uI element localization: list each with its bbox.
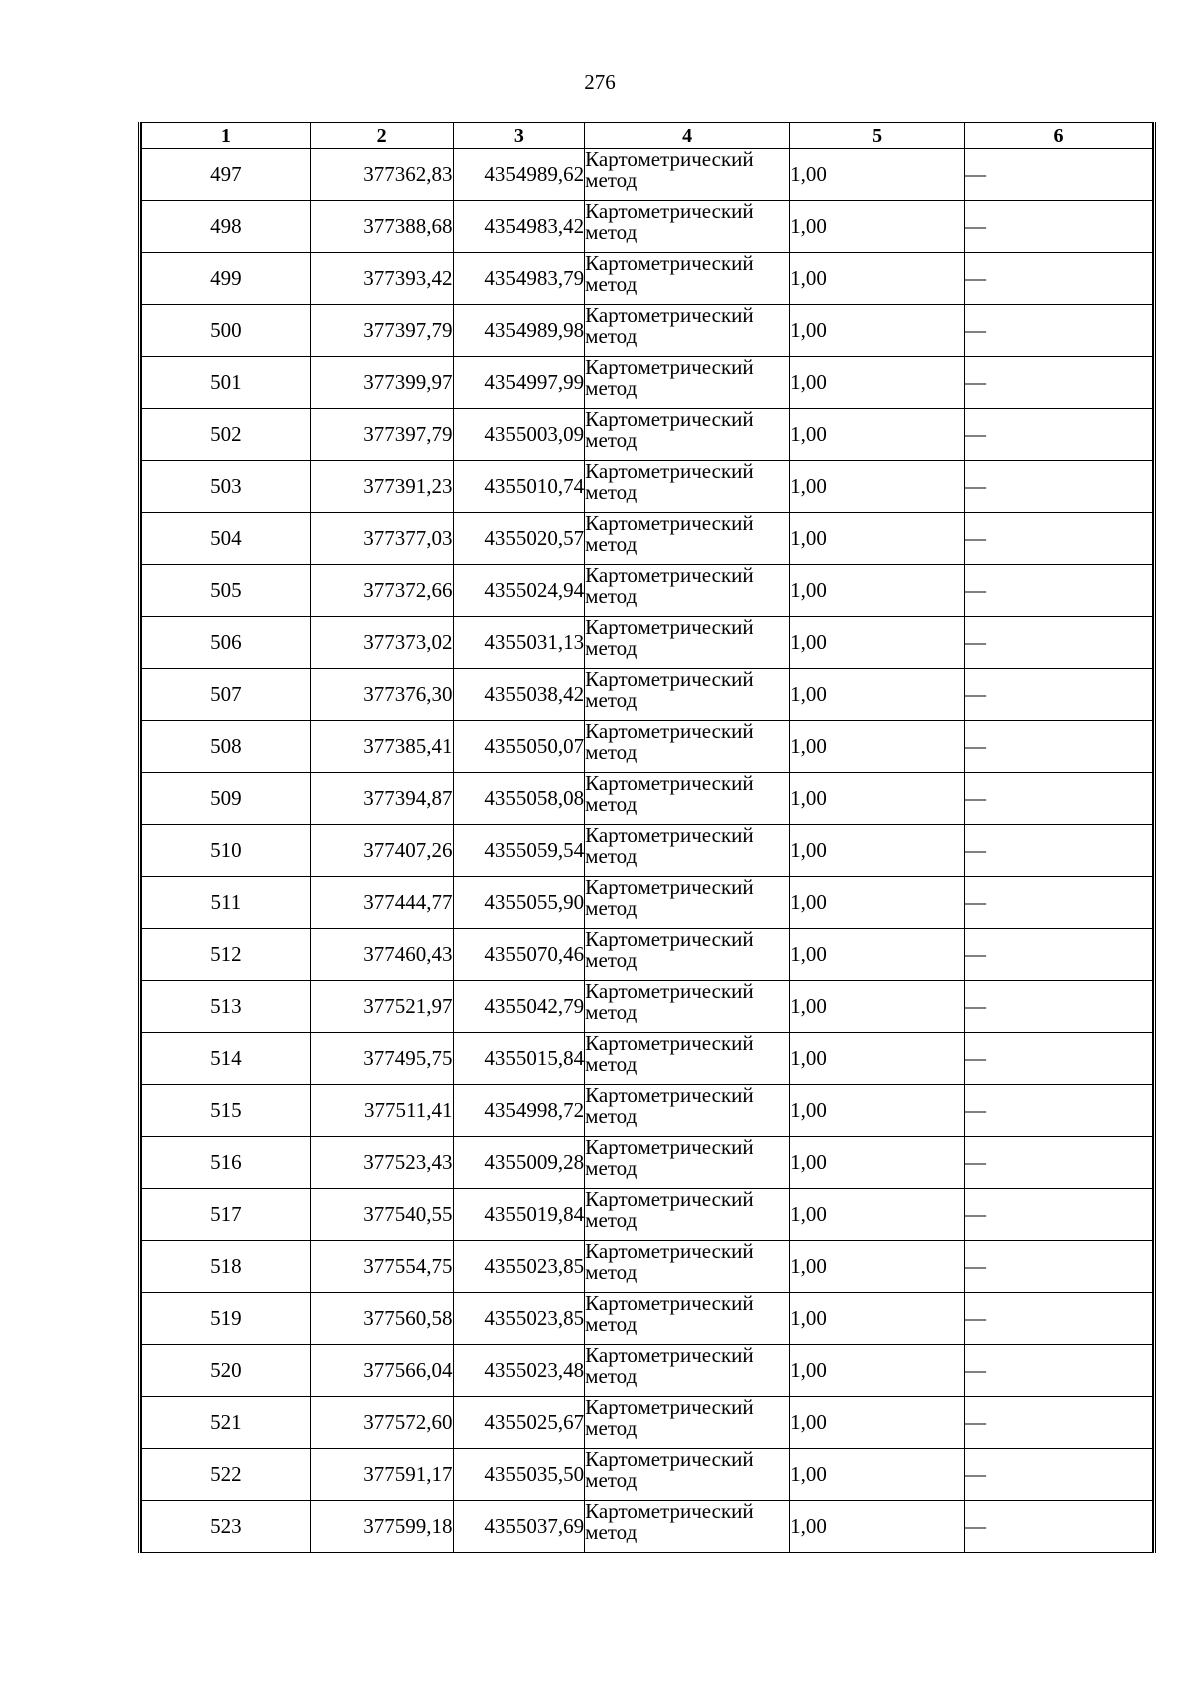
y-coordinate-cell: 4354997,99 bbox=[453, 357, 585, 409]
method-cell bbox=[585, 201, 790, 253]
x-coordinate-cell: 377393,42 bbox=[310, 253, 453, 305]
method-line: Картометрический bbox=[585, 407, 754, 431]
method-line: Картометрический bbox=[585, 615, 754, 639]
method-cell bbox=[585, 149, 790, 201]
note-cell: — bbox=[965, 201, 1153, 253]
accuracy-cell: 1,00 bbox=[790, 461, 965, 513]
method-line: метод bbox=[585, 1156, 638, 1180]
table-row bbox=[142, 617, 1153, 669]
method-line: Картометрический bbox=[585, 1447, 754, 1471]
method-cell bbox=[585, 1345, 790, 1397]
method-cell bbox=[585, 1293, 790, 1345]
column-header: 3 bbox=[453, 123, 585, 149]
table-row bbox=[142, 1085, 1153, 1137]
y-coordinate-cell: 4355025,67 bbox=[453, 1397, 585, 1449]
method-line: Картометрический bbox=[585, 1395, 754, 1419]
method-cell bbox=[585, 565, 790, 617]
note-cell: — bbox=[965, 617, 1153, 669]
method-line: метод bbox=[585, 324, 638, 348]
accuracy-cell: 1,00 bbox=[790, 877, 965, 929]
table-row bbox=[142, 409, 1153, 461]
x-coordinate-cell: 377572,60 bbox=[310, 1397, 453, 1449]
method-line: метод bbox=[585, 168, 638, 192]
y-coordinate-cell: 4355070,46 bbox=[453, 929, 585, 981]
x-coordinate-cell: 377362,83 bbox=[310, 149, 453, 201]
x-coordinate-cell: 377560,58 bbox=[310, 1293, 453, 1345]
note-cell: — bbox=[965, 513, 1153, 565]
method-cell bbox=[585, 1397, 790, 1449]
table-row bbox=[142, 149, 1153, 201]
column-header: 5 bbox=[790, 123, 965, 149]
method-cell bbox=[585, 305, 790, 357]
method-cell bbox=[585, 1501, 790, 1553]
x-coordinate-cell: 377376,30 bbox=[310, 669, 453, 721]
table-row bbox=[142, 669, 1153, 721]
x-coordinate-cell: 377444,77 bbox=[310, 877, 453, 929]
y-coordinate-cell: 4355050,07 bbox=[453, 721, 585, 773]
point-number-cell: 497 bbox=[142, 149, 311, 201]
x-coordinate-cell: 377521,97 bbox=[310, 981, 453, 1033]
table-row bbox=[142, 1189, 1153, 1241]
point-number-cell: 509 bbox=[142, 773, 311, 825]
accuracy-cell: 1,00 bbox=[790, 1137, 965, 1189]
method-line: Картометрический bbox=[585, 1343, 754, 1367]
accuracy-cell: 1,00 bbox=[790, 201, 965, 253]
method-line: Картометрический bbox=[585, 927, 754, 951]
method-line: метод bbox=[585, 844, 638, 868]
column-header: 1 bbox=[142, 123, 311, 149]
note-cell: — bbox=[965, 1241, 1153, 1293]
x-coordinate-cell: 377554,75 bbox=[310, 1241, 453, 1293]
method-line: метод bbox=[585, 792, 638, 816]
table-row bbox=[142, 981, 1153, 1033]
method-line: метод bbox=[585, 376, 638, 400]
point-number-cell: 503 bbox=[142, 461, 311, 513]
note-cell: — bbox=[965, 1345, 1153, 1397]
method-line: Картометрический bbox=[585, 979, 754, 1003]
point-number-cell: 515 bbox=[142, 1085, 311, 1137]
method-cell bbox=[585, 877, 790, 929]
x-coordinate-cell: 377511,41 bbox=[310, 1085, 453, 1137]
note-cell: — bbox=[965, 721, 1153, 773]
table-row bbox=[142, 721, 1153, 773]
y-coordinate-cell: 4355024,94 bbox=[453, 565, 585, 617]
note-cell: — bbox=[965, 669, 1153, 721]
coordinates-table bbox=[141, 122, 1153, 1553]
y-coordinate-cell: 4355023,85 bbox=[453, 1241, 585, 1293]
method-line: метод bbox=[585, 1520, 638, 1544]
method-line: метод bbox=[585, 1260, 638, 1284]
note-cell: — bbox=[965, 357, 1153, 409]
note-cell: — bbox=[965, 305, 1153, 357]
table-row bbox=[142, 201, 1153, 253]
y-coordinate-cell: 4355042,79 bbox=[453, 981, 585, 1033]
accuracy-cell: 1,00 bbox=[790, 1449, 965, 1501]
point-number-cell: 521 bbox=[142, 1397, 311, 1449]
x-coordinate-cell: 377566,04 bbox=[310, 1345, 453, 1397]
accuracy-cell: 1,00 bbox=[790, 669, 965, 721]
method-line: метод bbox=[585, 1312, 638, 1336]
method-line: Картометрический bbox=[585, 667, 754, 691]
method-line: Картометрический bbox=[585, 511, 754, 535]
method-line: Картометрический bbox=[585, 1499, 754, 1523]
accuracy-cell: 1,00 bbox=[790, 773, 965, 825]
point-number-cell: 516 bbox=[142, 1137, 311, 1189]
method-line: Картометрический bbox=[585, 823, 754, 847]
table-row bbox=[142, 461, 1153, 513]
y-coordinate-cell: 4355010,74 bbox=[453, 461, 585, 513]
x-coordinate-cell: 377388,68 bbox=[310, 201, 453, 253]
x-coordinate-cell: 377373,02 bbox=[310, 617, 453, 669]
accuracy-cell: 1,00 bbox=[790, 981, 965, 1033]
note-cell: — bbox=[965, 825, 1153, 877]
point-number-cell: 523 bbox=[142, 1501, 311, 1553]
method-line: метод bbox=[585, 1468, 638, 1492]
note-cell: — bbox=[965, 981, 1153, 1033]
method-line: метод bbox=[585, 532, 638, 556]
method-cell bbox=[585, 357, 790, 409]
y-coordinate-cell: 4355055,90 bbox=[453, 877, 585, 929]
method-line: метод bbox=[585, 896, 638, 920]
table-header-row bbox=[142, 123, 1153, 149]
note-cell: — bbox=[965, 565, 1153, 617]
method-line: метод bbox=[585, 1000, 638, 1024]
point-number-cell: 498 bbox=[142, 201, 311, 253]
method-cell bbox=[585, 617, 790, 669]
method-line: Картометрический bbox=[585, 875, 754, 899]
method-line: Картометрический bbox=[585, 459, 754, 483]
note-cell: — bbox=[965, 1501, 1153, 1553]
method-cell bbox=[585, 1189, 790, 1241]
y-coordinate-cell: 4355035,50 bbox=[453, 1449, 585, 1501]
method-line: метод bbox=[585, 220, 638, 244]
x-coordinate-cell: 377599,18 bbox=[310, 1501, 453, 1553]
table-row bbox=[142, 1397, 1153, 1449]
accuracy-cell: 1,00 bbox=[790, 409, 965, 461]
point-number-cell: 505 bbox=[142, 565, 311, 617]
note-cell: — bbox=[965, 1293, 1153, 1345]
y-coordinate-cell: 4355020,57 bbox=[453, 513, 585, 565]
note-cell: — bbox=[965, 253, 1153, 305]
accuracy-cell: 1,00 bbox=[790, 1085, 965, 1137]
method-line: метод bbox=[585, 1364, 638, 1388]
method-line: Картометрический bbox=[585, 1031, 754, 1055]
method-cell bbox=[585, 461, 790, 513]
method-cell bbox=[585, 929, 790, 981]
accuracy-cell: 1,00 bbox=[790, 305, 965, 357]
note-cell: — bbox=[965, 1449, 1153, 1501]
point-number-cell: 513 bbox=[142, 981, 311, 1033]
y-coordinate-cell: 4355003,09 bbox=[453, 409, 585, 461]
accuracy-cell: 1,00 bbox=[790, 1293, 965, 1345]
note-cell: — bbox=[965, 1189, 1153, 1241]
method-cell bbox=[585, 513, 790, 565]
accuracy-cell: 1,00 bbox=[790, 721, 965, 773]
accuracy-cell: 1,00 bbox=[790, 1501, 965, 1553]
table-row bbox=[142, 929, 1153, 981]
table-row bbox=[142, 1501, 1153, 1553]
method-line: Картометрический bbox=[585, 199, 754, 223]
method-line: метод bbox=[585, 584, 638, 608]
point-number-cell: 518 bbox=[142, 1241, 311, 1293]
method-line: Картометрический bbox=[585, 251, 754, 275]
method-line: метод bbox=[585, 948, 638, 972]
method-line: Картометрический bbox=[585, 1135, 754, 1159]
y-coordinate-cell: 4354989,98 bbox=[453, 305, 585, 357]
method-cell bbox=[585, 825, 790, 877]
x-coordinate-cell: 377377,03 bbox=[310, 513, 453, 565]
point-number-cell: 502 bbox=[142, 409, 311, 461]
point-number-cell: 508 bbox=[142, 721, 311, 773]
accuracy-cell: 1,00 bbox=[790, 929, 965, 981]
point-number-cell: 520 bbox=[142, 1345, 311, 1397]
x-coordinate-cell: 377460,43 bbox=[310, 929, 453, 981]
note-cell: — bbox=[965, 1033, 1153, 1085]
note-cell: — bbox=[965, 773, 1153, 825]
method-line: Картометрический bbox=[585, 719, 754, 743]
accuracy-cell: 1,00 bbox=[790, 1189, 965, 1241]
method-cell bbox=[585, 1085, 790, 1137]
y-coordinate-cell: 4354989,62 bbox=[453, 149, 585, 201]
y-coordinate-cell: 4355023,85 bbox=[453, 1293, 585, 1345]
method-cell bbox=[585, 981, 790, 1033]
table-row bbox=[142, 253, 1153, 305]
y-coordinate-cell: 4355058,08 bbox=[453, 773, 585, 825]
y-coordinate-cell: 4355037,69 bbox=[453, 1501, 585, 1553]
point-number-cell: 504 bbox=[142, 513, 311, 565]
x-coordinate-cell: 377540,55 bbox=[310, 1189, 453, 1241]
table-row bbox=[142, 305, 1153, 357]
method-cell bbox=[585, 1033, 790, 1085]
accuracy-cell: 1,00 bbox=[790, 565, 965, 617]
note-cell: — bbox=[965, 877, 1153, 929]
x-coordinate-cell: 377391,23 bbox=[310, 461, 453, 513]
table-row bbox=[142, 1293, 1153, 1345]
table-row bbox=[142, 513, 1153, 565]
table-row bbox=[142, 1345, 1153, 1397]
y-coordinate-cell: 4354998,72 bbox=[453, 1085, 585, 1137]
table-row bbox=[142, 1241, 1153, 1293]
method-line: Картометрический bbox=[585, 771, 754, 795]
point-number-cell: 514 bbox=[142, 1033, 311, 1085]
x-coordinate-cell: 377523,43 bbox=[310, 1137, 453, 1189]
y-coordinate-cell: 4355038,42 bbox=[453, 669, 585, 721]
method-line: Картометрический bbox=[585, 147, 754, 171]
table-body bbox=[142, 149, 1153, 1553]
point-number-cell: 512 bbox=[142, 929, 311, 981]
method-cell bbox=[585, 1137, 790, 1189]
point-number-cell: 517 bbox=[142, 1189, 311, 1241]
method-cell bbox=[585, 1449, 790, 1501]
method-line: метод bbox=[585, 1104, 638, 1128]
point-number-cell: 511 bbox=[142, 877, 311, 929]
accuracy-cell: 1,00 bbox=[790, 149, 965, 201]
point-number-cell: 501 bbox=[142, 357, 311, 409]
column-header: 4 bbox=[585, 123, 790, 149]
accuracy-cell: 1,00 bbox=[790, 1345, 965, 1397]
method-line: метод bbox=[585, 1416, 638, 1440]
accuracy-cell: 1,00 bbox=[790, 825, 965, 877]
x-coordinate-cell: 377495,75 bbox=[310, 1033, 453, 1085]
table-row bbox=[142, 1033, 1153, 1085]
y-coordinate-cell: 4355009,28 bbox=[453, 1137, 585, 1189]
method-line: метод bbox=[585, 740, 638, 764]
note-cell: — bbox=[965, 1137, 1153, 1189]
table-row bbox=[142, 1137, 1153, 1189]
point-number-cell: 522 bbox=[142, 1449, 311, 1501]
method-cell bbox=[585, 409, 790, 461]
table-row bbox=[142, 357, 1153, 409]
accuracy-cell: 1,00 bbox=[790, 617, 965, 669]
y-coordinate-cell: 4355019,84 bbox=[453, 1189, 585, 1241]
x-coordinate-cell: 377397,79 bbox=[310, 305, 453, 357]
column-header: 2 bbox=[310, 123, 453, 149]
method-line: Картометрический bbox=[585, 303, 754, 327]
method-cell bbox=[585, 253, 790, 305]
method-cell bbox=[585, 669, 790, 721]
point-number-cell: 506 bbox=[142, 617, 311, 669]
y-coordinate-cell: 4355015,84 bbox=[453, 1033, 585, 1085]
method-line: метод bbox=[585, 428, 638, 452]
method-line: Картометрический bbox=[585, 563, 754, 587]
point-number-cell: 499 bbox=[142, 253, 311, 305]
method-line: метод bbox=[585, 272, 638, 296]
y-coordinate-cell: 4355031,13 bbox=[453, 617, 585, 669]
x-coordinate-cell: 377394,87 bbox=[310, 773, 453, 825]
x-coordinate-cell: 377591,17 bbox=[310, 1449, 453, 1501]
note-cell: — bbox=[965, 1397, 1153, 1449]
note-cell: — bbox=[965, 461, 1153, 513]
method-line: Картометрический bbox=[585, 355, 754, 379]
x-coordinate-cell: 377397,79 bbox=[310, 409, 453, 461]
x-coordinate-cell: 377372,66 bbox=[310, 565, 453, 617]
method-line: Картометрический bbox=[585, 1187, 754, 1211]
method-line: метод bbox=[585, 1052, 638, 1076]
method-cell bbox=[585, 721, 790, 773]
point-number-cell: 500 bbox=[142, 305, 311, 357]
point-number-cell: 507 bbox=[142, 669, 311, 721]
method-line: Картометрический bbox=[585, 1083, 754, 1107]
accuracy-cell: 1,00 bbox=[790, 1033, 965, 1085]
column-header: 6 bbox=[965, 123, 1153, 149]
method-line: метод bbox=[585, 636, 638, 660]
method-line: Картометрический bbox=[585, 1239, 754, 1263]
x-coordinate-cell: 377399,97 bbox=[310, 357, 453, 409]
x-coordinate-cell: 377385,41 bbox=[310, 721, 453, 773]
y-coordinate-cell: 4355059,54 bbox=[453, 825, 585, 877]
accuracy-cell: 1,00 bbox=[790, 357, 965, 409]
point-number-cell: 510 bbox=[142, 825, 311, 877]
table-row bbox=[142, 877, 1153, 929]
table-row bbox=[142, 773, 1153, 825]
point-number-cell: 519 bbox=[142, 1293, 311, 1345]
coordinates-table-frame bbox=[138, 122, 1156, 1553]
note-cell: — bbox=[965, 149, 1153, 201]
x-coordinate-cell: 377407,26 bbox=[310, 825, 453, 877]
method-line: метод bbox=[585, 480, 638, 504]
note-cell: — bbox=[965, 929, 1153, 981]
note-cell: — bbox=[965, 409, 1153, 461]
page-number: 276 bbox=[584, 70, 616, 94]
table-row bbox=[142, 1449, 1153, 1501]
accuracy-cell: 1,00 bbox=[790, 253, 965, 305]
accuracy-cell: 1,00 bbox=[790, 1397, 965, 1449]
y-coordinate-cell: 4354983,42 bbox=[453, 201, 585, 253]
note-cell: — bbox=[965, 1085, 1153, 1137]
y-coordinate-cell: 4355023,48 bbox=[453, 1345, 585, 1397]
method-cell bbox=[585, 1241, 790, 1293]
table-row bbox=[142, 565, 1153, 617]
table-row bbox=[142, 825, 1153, 877]
y-coordinate-cell: 4354983,79 bbox=[453, 253, 585, 305]
accuracy-cell: 1,00 bbox=[790, 1241, 965, 1293]
method-cell bbox=[585, 773, 790, 825]
method-line: метод bbox=[585, 1208, 638, 1232]
method-line: метод bbox=[585, 688, 638, 712]
method-line: Картометрический bbox=[585, 1291, 754, 1315]
accuracy-cell: 1,00 bbox=[790, 513, 965, 565]
